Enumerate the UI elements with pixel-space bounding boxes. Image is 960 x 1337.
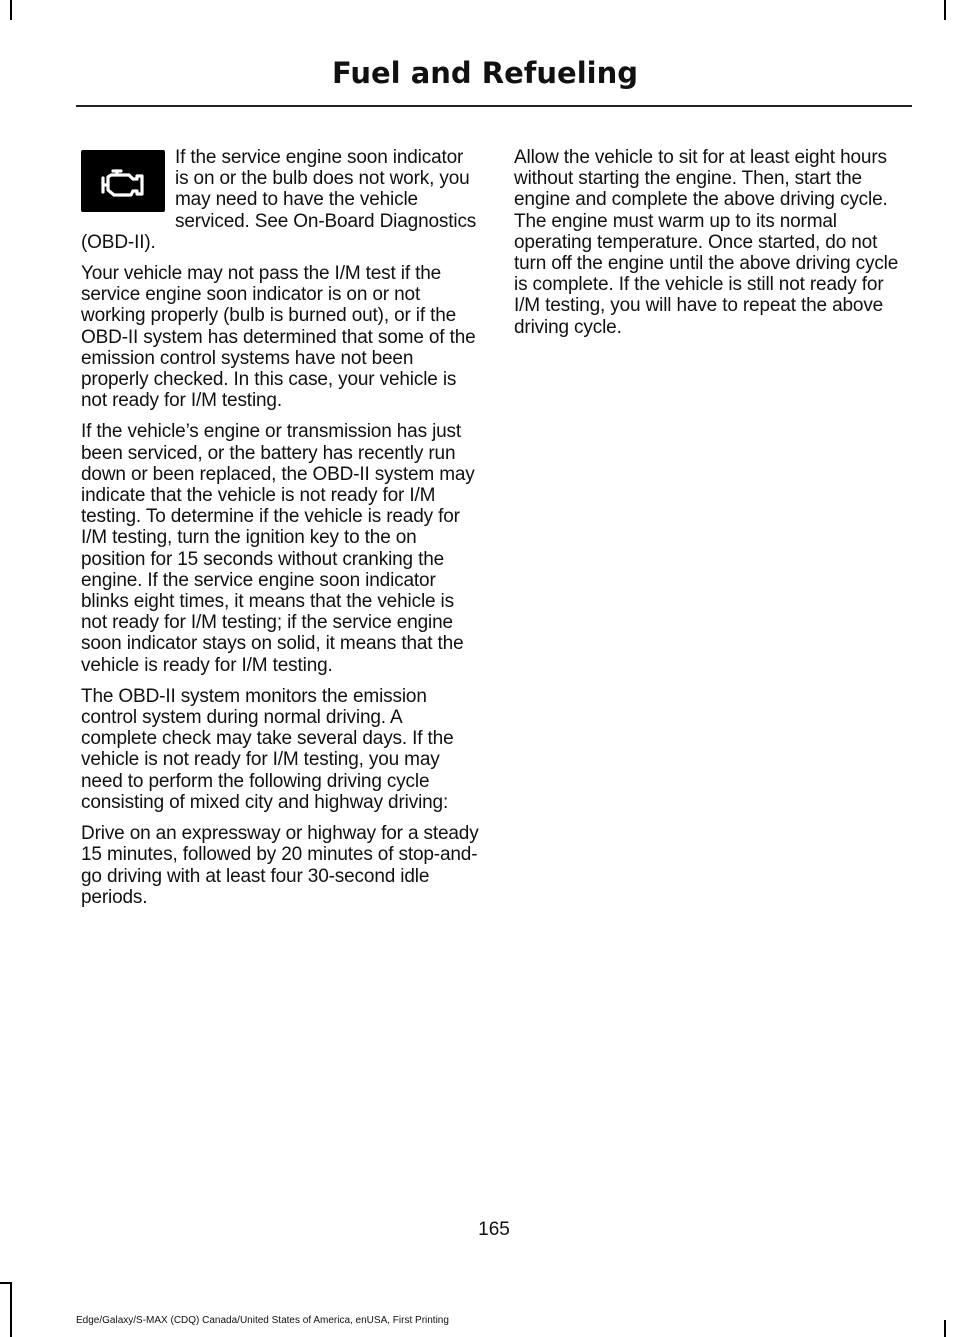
crop-mark-top-right <box>944 0 946 20</box>
footer-edition-note: Edge/Galaxy/S-MAX (CDQ) Canada/United States of America, enUSA, First Printing <box>76 1315 449 1326</box>
engine-icon-graphic <box>91 162 155 200</box>
service-engine-soon-icon <box>81 150 165 212</box>
crop-mark-bottom-right <box>944 1320 946 1337</box>
paragraph: Drive on an expressway or highway for a steady 15 minutes, followed by 20 minutes of stop-and-go driving with at least four 30-second idle periods. <box>81 823 479 908</box>
page-title: Fuel and Refueling <box>331 56 638 90</box>
page-number: 165 <box>478 1219 510 1240</box>
header-divider <box>76 105 912 107</box>
paragraph-text: If the service engine soon indicator is on or the bulb does not work, you may need to have the vehicle serviced. See On-Board Diagnostics (OBD-II). <box>81 147 477 253</box>
paragraph <box>81 147 479 253</box>
paragraph: Your vehicle may not pass the I/M test if the service engine soon indicator is on or not working properly (bulb is burned out), or if the OBD-II system has determined that some of the emission control systems have not been properly checked. In this case, your vehicle is not ready for I/M testing. <box>81 263 476 412</box>
right-column <box>514 147 908 348</box>
crop-mark-top-left <box>10 0 12 20</box>
paragraph: The OBD-II system monitors the emission control system during normal driving. A complete check may take several days. If the vehicle is not ready for I/M testing, you may need to perform the following driving cycle consisting of mixed city and highway driving: <box>81 685 454 813</box>
paragraph: If the vehicle’s engine or transmission has just been serviced, or the battery has recently run down or been replaced, the OBD-II system may indicate that the vehicle is not ready for I/M testing. To determine if the vehicle is ready for I/M testing, turn the ignition key to the on position for 15 seconds without cranking the engine. If the service engine soon indicator blinks eight times, it means that the vehicle is not ready for I/M testing; if the service engine soon indicator stays on solid, it means that the vehicle is ready for I/M testing. <box>81 421 475 676</box>
paragraph: Allow the vehicle to sit for at least eight hours without starting the engine. Then, start the engine and complete the above driving cycle. The engine must warm up to its normal operating temperature. Once started, do not turn off the engine until the above driving cycle is complete. If the vehicle is still not ready for I/M testing, you will have to repeat the above driving cycle. <box>514 147 899 338</box>
crop-mark-bottom-left <box>10 1282 12 1337</box>
crop-mark-bottom-left-horizontal <box>0 1282 12 1284</box>
left-column <box>81 147 479 918</box>
